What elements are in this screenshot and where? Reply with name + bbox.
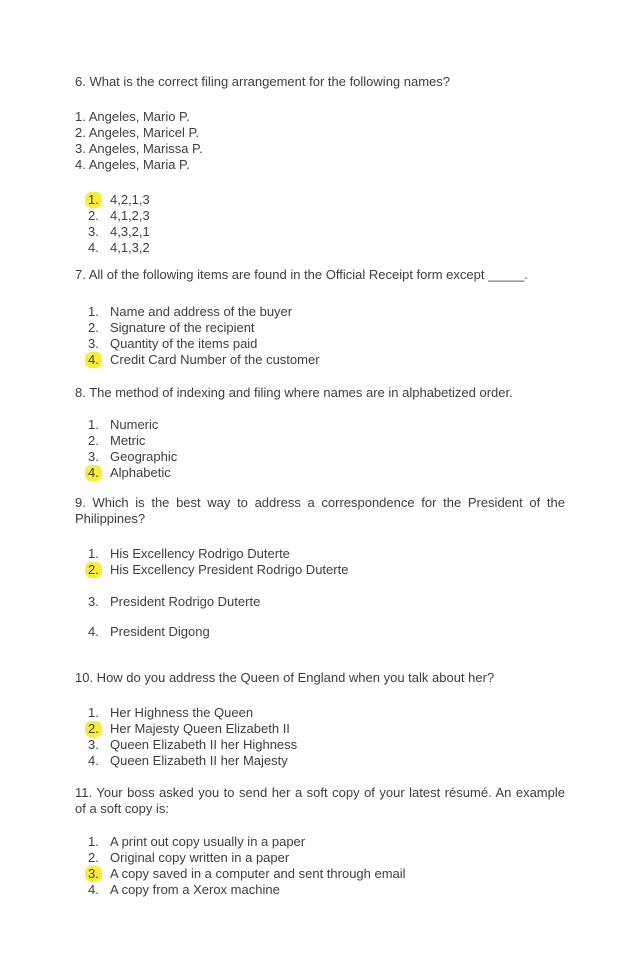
option-number: 1. — [88, 417, 99, 432]
option-text: President Digong — [110, 624, 210, 639]
option-text: Original copy written in a paper — [110, 850, 290, 865]
option-text: Name and address of the buyer — [110, 304, 293, 319]
option-number: 3. — [85, 866, 102, 882]
option-text: Geographic — [110, 449, 178, 464]
option-row — [75, 562, 565, 578]
option-text: 4,2,1,3 — [110, 192, 150, 207]
option-number: 4. — [85, 465, 102, 481]
option-text: Queen Elizabeth II her Majesty — [110, 753, 288, 768]
option-number: 3. — [88, 224, 99, 239]
option-row — [75, 705, 565, 721]
option-row — [75, 240, 565, 256]
name-list-item: 3. Angeles, Marissa P. — [75, 141, 203, 156]
question-9-options — [75, 546, 565, 640]
option-row — [75, 320, 565, 336]
option-row — [75, 721, 565, 737]
option-number: 4. — [88, 624, 99, 639]
option-number: 1. — [88, 834, 99, 849]
option-number: 2. — [85, 562, 102, 578]
option-number: 1. — [88, 705, 99, 720]
question-11-text: 11. Your boss asked you to send her a soft copy of your latest résumé. An example of a soft copy is: — [75, 785, 565, 816]
option-text: His Excellency Rodrigo Duterte — [110, 546, 290, 561]
option-number: 1. — [88, 546, 99, 561]
option-row — [75, 208, 565, 224]
name-list-item: 2. Angeles, Maricel P. — [75, 125, 200, 140]
option-text: Quantity of the items paid — [110, 336, 258, 351]
option-row — [75, 737, 565, 753]
option-row — [75, 433, 565, 449]
option-number: 3. — [88, 449, 99, 464]
option-text: Metric — [110, 433, 146, 448]
option-number: 3. — [88, 737, 99, 752]
option-row — [75, 624, 565, 640]
option-number: 2. — [88, 433, 99, 448]
option-text: 4,1,2,3 — [110, 208, 150, 223]
option-row — [75, 882, 565, 898]
question-6-options — [75, 192, 565, 256]
option-text: His Excellency President Rodrigo Duterte — [110, 562, 349, 577]
option-row — [75, 352, 565, 368]
question-10-options — [75, 705, 565, 769]
option-number: 3. — [88, 594, 99, 609]
option-number: 2. — [88, 320, 99, 335]
question-6-text: 6. What is the correct filing arrangement for the following names? — [75, 74, 451, 89]
option-number: 2. — [88, 850, 99, 865]
option-row — [75, 465, 565, 481]
option-text: Signature of the recipient — [110, 320, 255, 335]
option-text: A copy from a Xerox machine — [110, 882, 280, 897]
option-text: A copy saved in a computer and sent through email — [110, 866, 406, 881]
question-8-options — [75, 417, 565, 481]
name-list-item: 4. Angeles, Maria P. — [75, 157, 190, 172]
option-text: Alphabetic — [110, 465, 171, 480]
option-row — [75, 192, 565, 208]
option-row — [75, 336, 565, 352]
name-list-item: 1. Angeles, Mario P. — [75, 109, 190, 124]
option-number: 1. — [88, 304, 99, 319]
question-10-text: 10. How do you address the Queen of England when you talk about her? — [75, 670, 495, 685]
option-number: 2. — [85, 721, 102, 737]
option-text: Her Highness the Queen — [110, 705, 254, 720]
option-number: 3. — [88, 336, 99, 351]
option-number: 4. — [88, 753, 99, 768]
option-row — [75, 594, 565, 610]
option-row — [75, 866, 565, 882]
option-row — [75, 449, 565, 465]
option-text: 4,3,2,1 — [110, 224, 150, 239]
option-row — [75, 546, 565, 562]
option-number: 2. — [88, 208, 99, 223]
option-row — [75, 753, 565, 769]
option-text: Numeric — [110, 417, 159, 432]
option-row — [75, 304, 565, 320]
question-7-options — [75, 304, 565, 368]
option-text: Her Majesty Queen Elizabeth II — [110, 721, 290, 736]
option-number: 4. — [85, 352, 102, 368]
option-number: 1. — [85, 192, 102, 208]
option-number: 4. — [88, 240, 99, 255]
option-text: President Rodrigo Duterte — [110, 594, 261, 609]
question-11-options — [75, 834, 565, 898]
option-text: A print out copy usually in a paper — [110, 834, 306, 849]
option-number: 4. — [88, 882, 99, 897]
option-row — [75, 417, 565, 433]
question-9-text: 9. Which is the best way to address a correspondence for the President of the Philippines? — [75, 495, 565, 526]
option-row — [75, 224, 565, 240]
option-text: 4,1,3,2 — [110, 240, 150, 255]
question-7-text: 7. All of the following items are found in the Official Receipt form except _____. — [75, 267, 528, 282]
option-text: Queen Elizabeth II her Highness — [110, 737, 298, 752]
option-row — [75, 834, 565, 850]
question-6-name-list — [75, 109, 565, 173]
option-row — [75, 850, 565, 866]
question-8-text: 8. The method of indexing and filing where names are in alphabetized order. — [75, 385, 513, 400]
option-text: Credit Card Number of the customer — [110, 352, 320, 367]
